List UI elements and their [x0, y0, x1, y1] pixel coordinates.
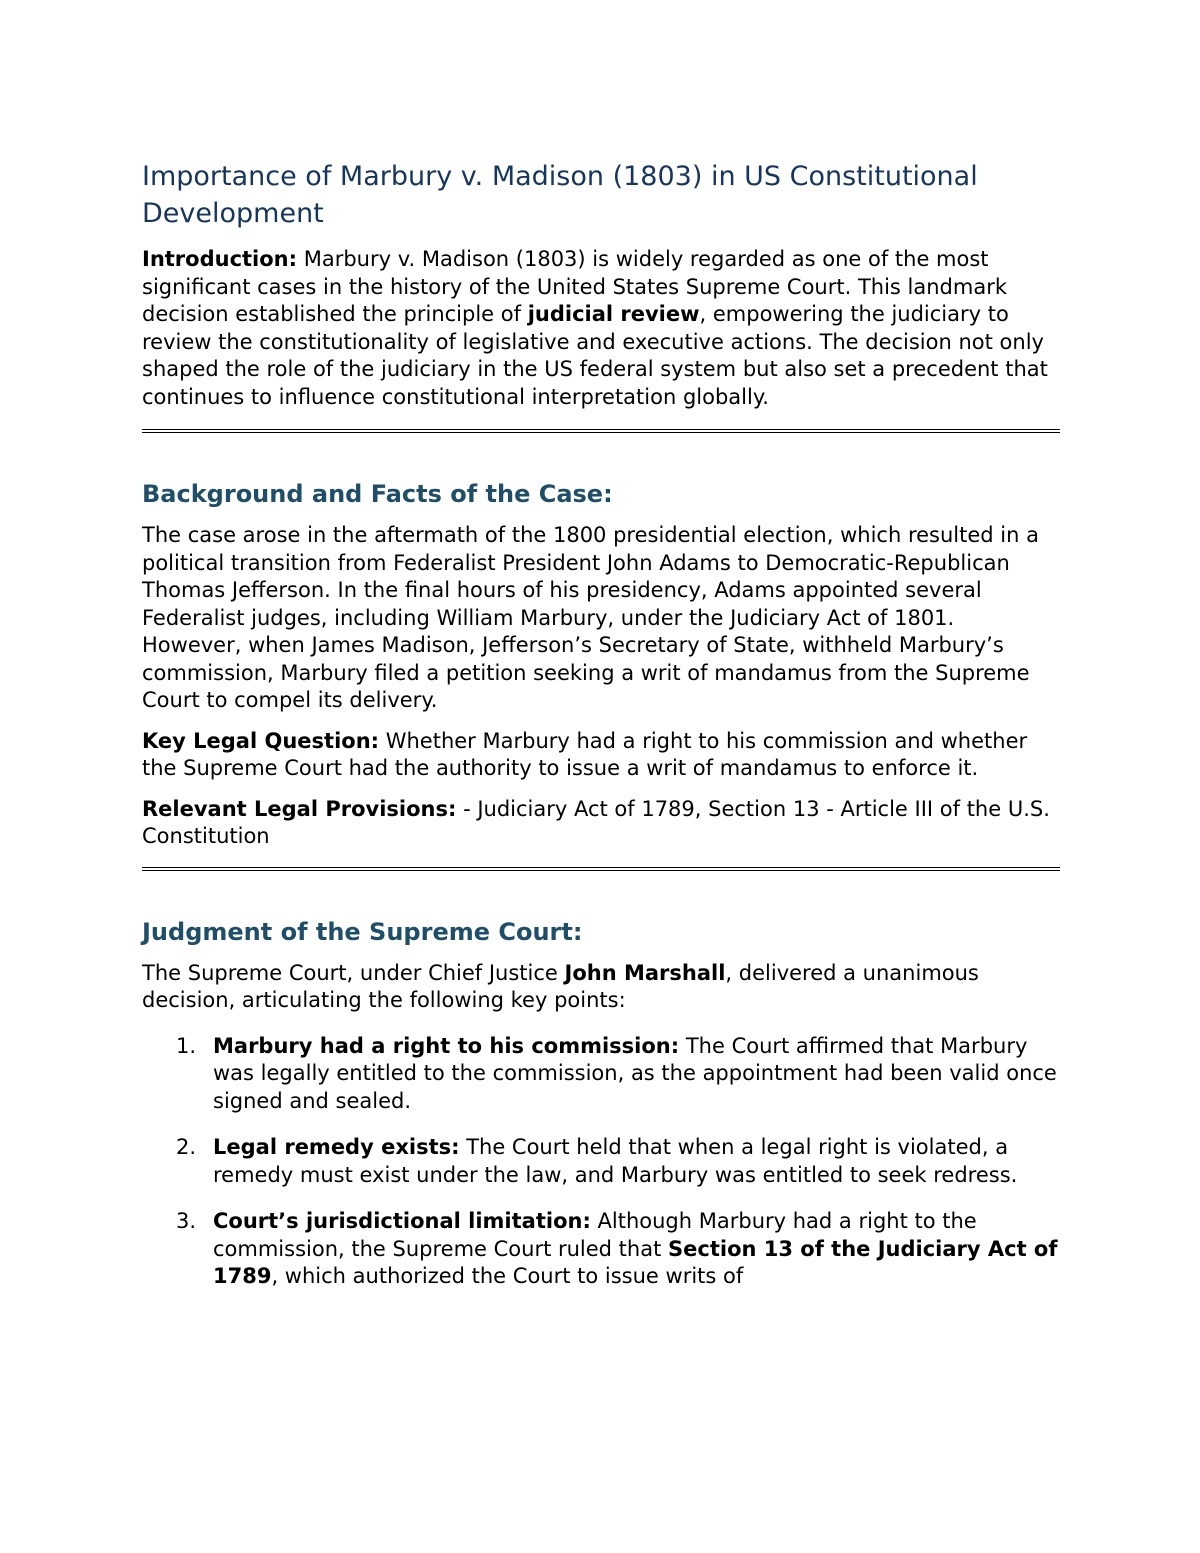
judgment-points-list: [142, 1033, 1060, 1291]
introduction-paragraph: [142, 246, 1060, 411]
background-heading: Background and Facts of the Case:: [142, 480, 613, 508]
list-item-text: The Court held that when a legal right is violated, a remedy must exist under the law, and Marbury was entitled to seek redress.: [213, 1135, 1018, 1187]
judgment-intro-paragraph: [142, 960, 1060, 1015]
section-13-reference: Section 13 of the Judiciary Act of 1789: [213, 1236, 1058, 1288]
list-item: [142, 1208, 1060, 1291]
list-item-text: Although Marbury had a right to the commission, the Supreme Court ruled that: [213, 1209, 977, 1261]
list-item-label: Marbury had a right to his commission:: [213, 1033, 680, 1058]
judgment-intro-text-b: , delivered a unanimous decision, articulating the following key points:: [142, 960, 979, 1012]
list-item-text-continued: , which authorized the Court to issue writs of: [271, 1264, 744, 1288]
list-item-label: Legal remedy exists:: [213, 1135, 460, 1159]
list-item-label: Court’s jurisdictional limitation:: [213, 1209, 591, 1233]
key-legal-question-paragraph: [142, 728, 1060, 783]
introduction-text-b: , empowering the judiciary to review the constitutionality of legislative and executive actions. The decision not only shaped the role of the judiciary in the US federal system but also set a precedent that continues to influence constitutional interpretation globally.: [142, 302, 1048, 409]
list-item: [142, 1134, 1060, 1189]
section-divider: [142, 429, 1060, 433]
document-title: Importance of Marbury v. Madison (1803) in US Constitutional Development: [142, 161, 978, 229]
judgment-intro-text-a: The Supreme Court, under Chief Justice: [142, 960, 565, 985]
list-item-number: 2.: [176, 1135, 197, 1159]
judgment-heading: Judgment of the Supreme Court:: [142, 917, 583, 946]
background-paragraph: The case arose in the aftermath of the 1800 presidential election, which resulted in a political transition from Federalist President John Adams to Democratic-Republican Thomas Jefferson. In the final hours of his presidency, Adams appointed several Federalist judges, including William Marbury, under the Judiciary Act of 1801. However, when James Madison, Jefferson’s Secretary of State, withheld Marbury’s commission, Marbury filed a petition seeking a writ of mandamus from the Supreme Court to compel its delivery.: [142, 523, 1039, 712]
list-item-number: 1.: [176, 1033, 197, 1058]
list-item-text: The Court affirmed that Marbury was legally entitled to the commission, as the appointment had been valid once signed and sealed.: [213, 1033, 1057, 1113]
judicial-review-term: judicial review: [527, 302, 700, 326]
document-page: [142, 158, 1060, 1310]
key-legal-question-label: Key Legal Question:: [142, 728, 380, 753]
relevant-provisions-label: Relevant Legal Provisions:: [142, 796, 457, 821]
relevant-provisions-text: - Judiciary Act of 1789, Section 13 - Article III of the U.S. Constitution: [142, 796, 1050, 848]
john-marshall-name: John Marshall: [564, 960, 726, 985]
introduction-text-a: Marbury v. Madison (1803) is widely regarded as one of the most significant cases in the history of the United States Supreme Court. This landmark decision established the principle of: [142, 247, 1007, 326]
introduction-label: Introduction:: [142, 247, 298, 271]
list-item: [142, 1033, 1060, 1116]
relevant-provisions-paragraph: [142, 796, 1060, 851]
section-divider: [142, 867, 1060, 871]
key-legal-question-text: Whether Marbury had a right to his commission and whether the Supreme Court had the authority to issue a writ of mandamus to enforce it.: [142, 728, 1028, 780]
list-item-number: 3.: [176, 1209, 197, 1233]
